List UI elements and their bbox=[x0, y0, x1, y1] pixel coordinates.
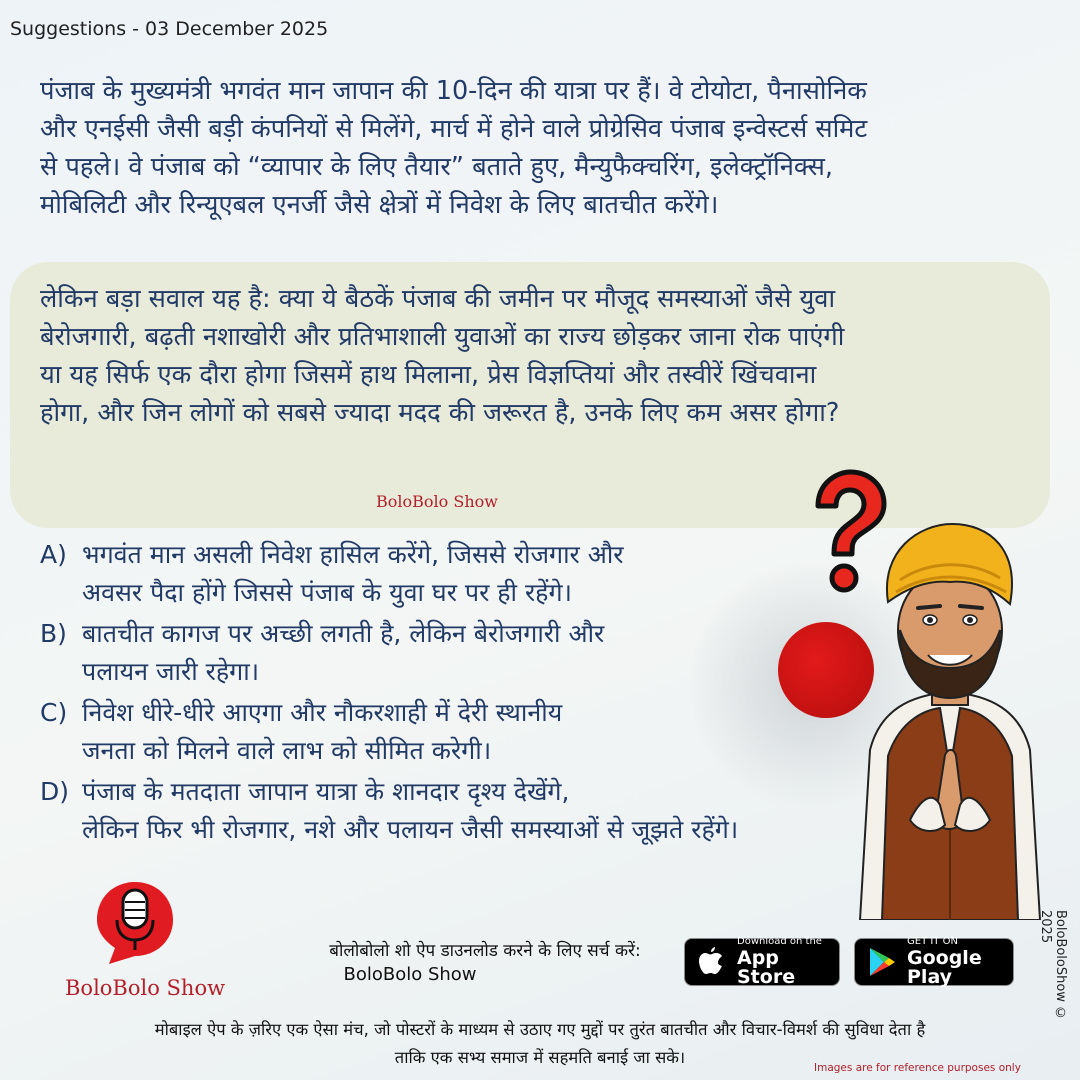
option-letter: D) bbox=[40, 777, 70, 806]
intro-line: मोबिलिटी और रिन्यूएबल एनर्जी जैसे क्षेत्रों में निवेश के लिए बातचीत करेंगे। bbox=[40, 190, 719, 220]
intro-line: से पहले। वे पंजाब को “व्यापार के लिए तैयार” बताते हुए, मैन्युफैक्चरिंग, इलेक्ट्रॉनिक्स, bbox=[40, 152, 833, 182]
app-store-big-text: App Store bbox=[737, 947, 796, 988]
google-play-small-text: GET IT ON bbox=[907, 936, 958, 947]
option-text: भगवंत मान असली निवेश हासिल करेंगे, जिससे रोजगार और अवसर पैदा होंगे जिससे पंजाब के युवा घर पर ही रहेंगे। bbox=[82, 540, 624, 607]
footer-description-line: मोबाइल ऐप के ज़रिए एक ऐसा मंच, जो पोस्टरों के माध्यम से उठाए गए मुद्दों पर तुरंत बातचीत और विचार-विमर्श की सुविधा देता है bbox=[154, 1020, 926, 1039]
option-d[interactable] bbox=[40, 773, 900, 849]
footer-brand: BoloBolo Show bbox=[65, 976, 226, 1000]
footer-description-line: ताकि एक सभ्य समाज में सहमति बनाई जा सके। bbox=[394, 1048, 686, 1067]
disclaimer: Images are for reference purposes only bbox=[814, 1062, 1021, 1074]
option-letter: C) bbox=[40, 698, 68, 727]
apple-icon bbox=[695, 945, 729, 979]
option-a[interactable] bbox=[40, 536, 900, 612]
intro-paragraph bbox=[40, 72, 1050, 224]
question-box bbox=[10, 262, 1050, 528]
download-title: बोलोबोलो शो ऐप डाउनलोड करने के लिए सर्च करें: bbox=[329, 941, 641, 961]
option-letter: B) bbox=[40, 619, 67, 648]
option-text: बातचीत कागज पर अच्छी लगती है, लेकिन बेरोजगारी और पलायन जारी रहेगा। bbox=[82, 619, 605, 686]
answer-options bbox=[40, 536, 900, 852]
app-store-small-text: Download on the bbox=[737, 936, 822, 947]
option-letter: A) bbox=[40, 540, 67, 569]
google-play-big-text: Google Play bbox=[907, 947, 982, 988]
question-line: लेकिन बड़ा सवाल यह है: क्या ये बैठकें पंजाब की जमीन पर मौजूद समस्याओं जैसे युवा bbox=[40, 284, 836, 314]
date-label: Suggestions - 03 December 2025 bbox=[10, 18, 329, 40]
option-b[interactable] bbox=[40, 615, 900, 691]
option-text: पंजाब के मतदाता जापान यात्रा के शानदार दृश्य देखेंगे, लेकिन फिर भी रोजगार, नशे और पलायन जैसी समस्याओं से जूझते रहेंगे। bbox=[82, 777, 739, 844]
option-c[interactable] bbox=[40, 694, 900, 770]
intro-line: और एनईसी जैसी बड़ी कंपनियों से मिलेंगे, मार्च में होने वाले प्रोग्रेसिव पंजाब इन्वेस्टर्स समिट bbox=[40, 114, 868, 144]
download-app-name: BoloBolo Show bbox=[343, 964, 477, 985]
question-line: या यह सिर्फ एक दौरा होगा जिसमें हाथ मिलाना, प्रेस विज्ञप्तियां और तस्वीरें खिंचवाना bbox=[40, 360, 817, 390]
intro-line: पंजाब के मुख्यमंत्री भगवंत मान जापान की 10-दिन की यात्रा पर हैं। वे टोयोटा, पैनासोनिक bbox=[40, 76, 867, 106]
copyright-credit: BoloBoloShow © 2025 bbox=[1038, 910, 1068, 1022]
option-text: निवेश धीरे-धीरे आएगा और नौकरशाही में देरी स्थानीय जनता को मिलने वाले लाभ को सीमित करेगी। bbox=[82, 698, 563, 765]
question-line: बेरोजगारी, बढ़ती नशाखोरी और प्रतिभाशाली युवाओं का राज्य छोड़कर जाना रोक पाएंगी bbox=[40, 322, 845, 352]
microphone-logo-icon bbox=[95, 878, 175, 968]
play-icon bbox=[865, 945, 899, 979]
app-store-button[interactable] bbox=[684, 938, 840, 986]
google-play-button[interactable] bbox=[854, 938, 1014, 986]
question-brand: BoloBolo Show bbox=[376, 492, 498, 511]
question-text bbox=[40, 280, 1040, 432]
question-line: होगा, और जिन लोगों को सबसे ज्यादा मदद की जरूरत है, उनके लिए कम असर होगा? bbox=[40, 398, 840, 428]
